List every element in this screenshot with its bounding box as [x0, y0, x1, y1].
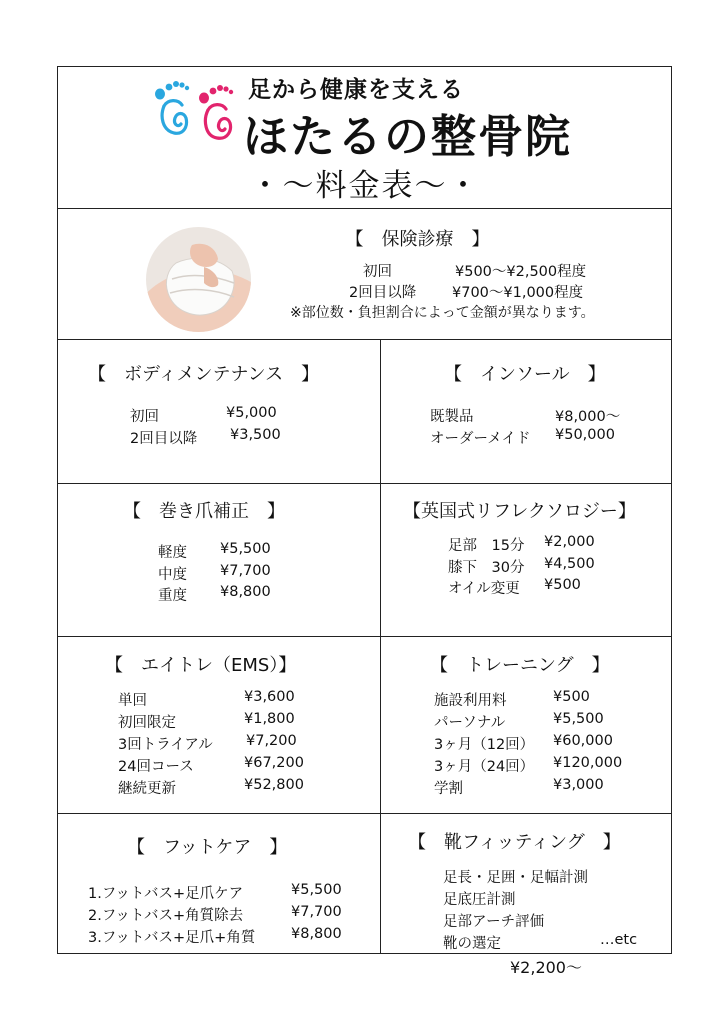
section-title-body-maintenance: 【 ボディメンテナンス 】	[88, 364, 320, 385]
price-row-value: ¥5,500	[291, 882, 342, 898]
section-title-ingrown-nail: 【 巻き爪補正 】	[123, 501, 285, 522]
bandaged-knee-image	[146, 227, 251, 332]
insurance-row-label: 2回目以降	[349, 285, 417, 301]
clinic-name: ほたるの整骨院	[243, 110, 573, 163]
price-row-value: ¥67,200	[244, 755, 304, 771]
list-item: 足部アーチ評価	[443, 914, 545, 930]
price-row-label: 中度	[158, 567, 187, 583]
section-title-foot-care: 【 フットケア 】	[127, 837, 288, 858]
price-row-label: 施設利用料	[434, 693, 507, 709]
divider-line	[57, 483, 672, 484]
price-row-value: ¥60,000	[553, 733, 613, 749]
price-row-value: ¥2,000	[544, 534, 595, 550]
insurance-row-label: 初回	[363, 264, 392, 280]
price-row-label: 1.フットバス+足爪ケア	[88, 886, 244, 902]
price-row-label: 単回	[118, 693, 147, 709]
price-row-value: ¥8,800	[220, 584, 271, 600]
price-row-value: ¥500	[553, 689, 590, 705]
section-title-insurance: 【 保険診療 】	[345, 229, 490, 250]
price-row-value: ¥5,500	[553, 711, 604, 727]
footprint-icon	[150, 72, 240, 142]
price-row-value: ¥3,500	[230, 427, 281, 443]
price-row-value: ¥8,800	[291, 926, 342, 942]
treatment-photo	[146, 227, 251, 332]
price-row-label: 2.フットバス+角質除去	[88, 908, 244, 924]
section-title-insole: 【 インソール 】	[444, 364, 606, 385]
price-row-label: 学割	[434, 781, 463, 797]
price-row-value: ¥7,700	[220, 563, 271, 579]
footprint-logo	[150, 72, 240, 142]
tagline: 足から健康を支える	[248, 77, 464, 103]
price-row-value: ¥50,000	[555, 427, 615, 443]
price-row-label: 3ヶ月（24回）	[434, 759, 535, 775]
price-row-label: 軽度	[158, 545, 187, 561]
price-row-label: 初回	[130, 409, 159, 425]
price-row-value: ¥4,500	[544, 556, 595, 572]
price-row-label: 3ヶ月（12回）	[434, 737, 535, 753]
price-row-value: ¥5,000	[226, 405, 277, 421]
price-row-value: ¥5,500	[220, 541, 271, 557]
section-title-reflexology: 【英国式リフレクソロジー】	[403, 501, 636, 522]
price-row-label: 3回トライアル	[118, 737, 213, 753]
price-row-label: 3.フットバス+足爪+角質	[88, 930, 256, 946]
price-row-value: ¥7,700	[291, 904, 342, 920]
etc-label: …etc	[600, 932, 638, 948]
price-row-label: 24回コース	[118, 759, 194, 775]
page-title: ・〜料金表〜・	[249, 168, 481, 204]
price-row-value: ¥52,800	[244, 777, 304, 793]
price-row-label: 膝下 30分	[448, 560, 525, 576]
list-item: 靴の選定	[443, 936, 501, 952]
price-row-label: 初回限定	[118, 715, 176, 731]
price-row-label: パーソナル	[434, 715, 506, 731]
shoe-fitting-price: ¥2,200〜	[510, 958, 582, 977]
price-row-value: ¥3,600	[244, 689, 295, 705]
column-divider	[380, 339, 381, 954]
insurance-note: ※部位数・負担割合によって金額が異なります。	[290, 305, 595, 321]
price-row-label: 2回目以降	[130, 431, 198, 447]
divider-line	[57, 339, 672, 340]
section-title-ems: 【 エイトレ（EMS）】	[105, 655, 297, 676]
list-item: 足底圧計測	[443, 892, 516, 908]
price-row-value: ¥7,200	[246, 733, 297, 749]
price-row-value: ¥500	[544, 577, 581, 593]
price-row-value: ¥8,000〜	[555, 409, 621, 425]
insurance-row-price: ¥500〜¥2,500程度	[455, 264, 587, 280]
price-row-value: ¥120,000	[553, 755, 623, 771]
price-row-value: ¥1,800	[244, 711, 295, 727]
price-row-label: 継続更新	[118, 781, 176, 797]
section-title-shoe-fitting: 【 靴フィッティング 】	[408, 832, 621, 853]
price-row-label: 重度	[158, 588, 187, 604]
price-row-label: オイル変更	[448, 581, 520, 597]
divider-line	[57, 636, 672, 637]
list-item: 足長・足囲・足幅計測	[443, 870, 588, 886]
price-row-label: 足部 15分	[448, 538, 525, 554]
price-row-value: ¥3,000	[553, 777, 604, 793]
divider-line	[57, 208, 672, 209]
section-title-training: 【 トレーニング 】	[430, 655, 610, 676]
divider-line	[57, 813, 672, 814]
insurance-row-price: ¥700〜¥1,000程度	[452, 285, 584, 301]
price-row-label: オーダーメイド	[430, 431, 531, 447]
price-row-label: 既製品	[430, 409, 474, 425]
